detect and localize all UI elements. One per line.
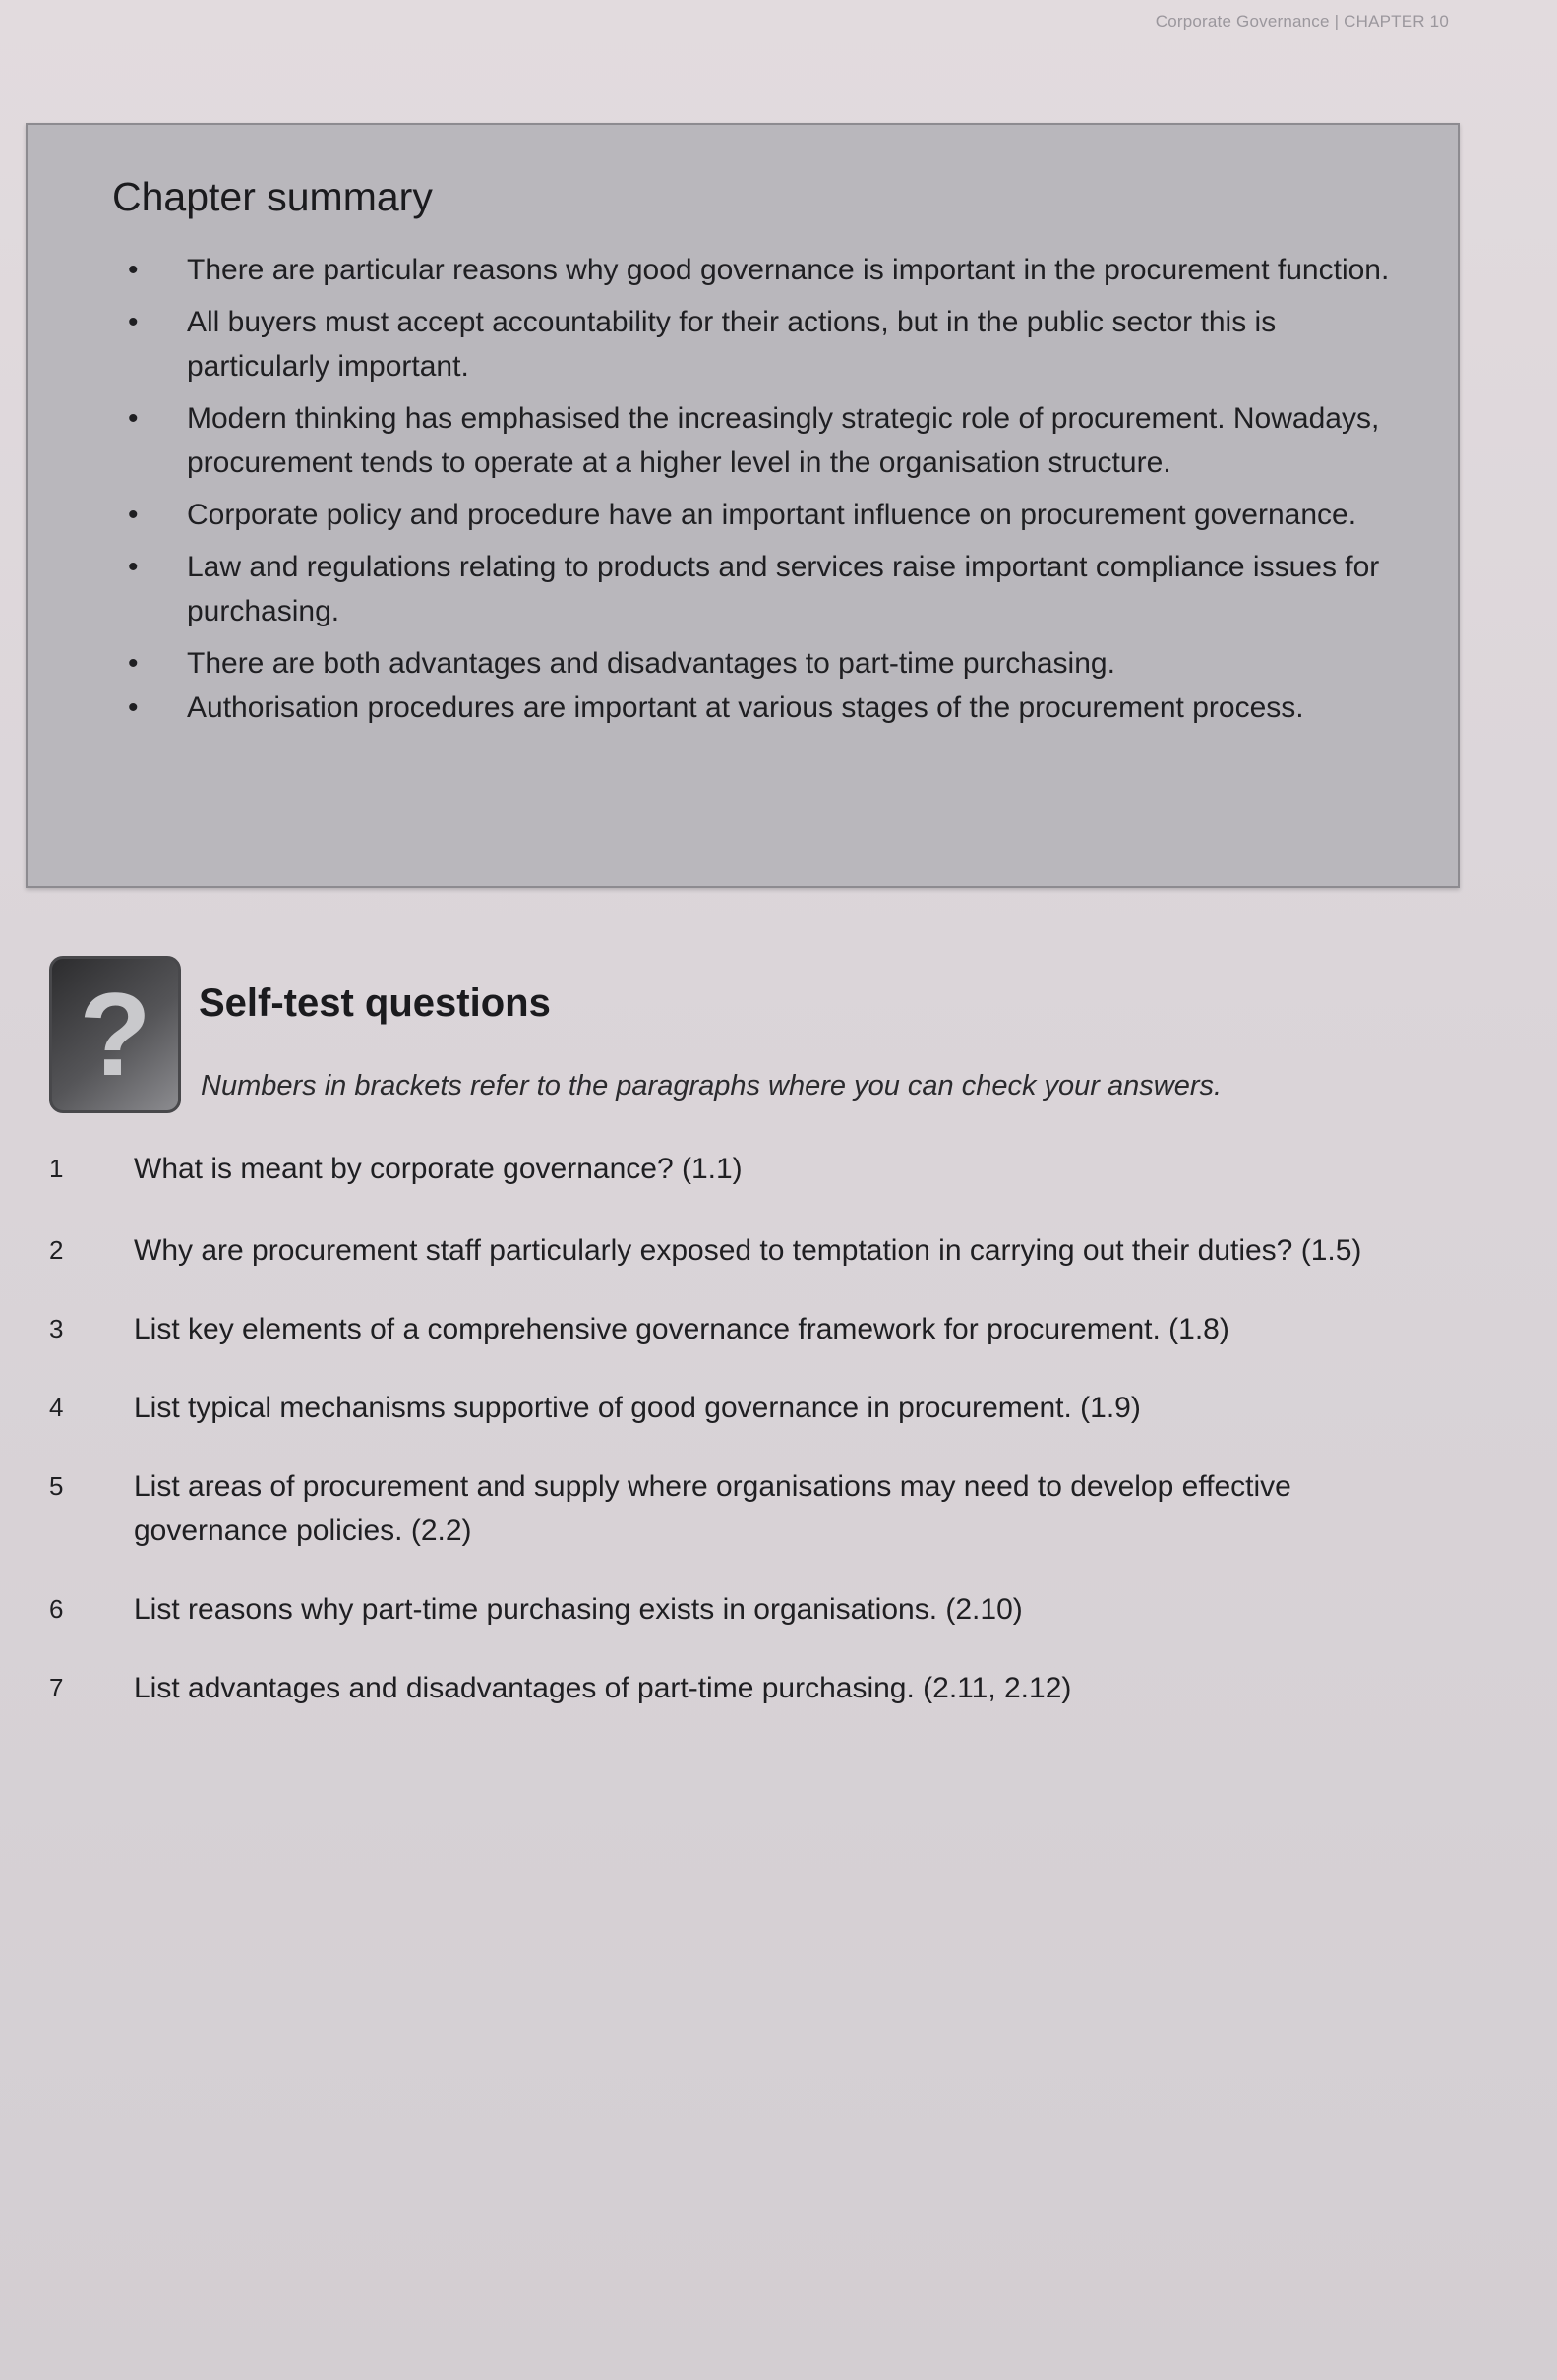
question-text: What is meant by corporate governance? (1.1) xyxy=(134,1153,743,1185)
summary-list xyxy=(112,248,1391,730)
question-number: 1 xyxy=(49,1154,64,1183)
bullet-icon: • xyxy=(128,306,139,338)
question-text: List key elements of a comprehensive governance framework for procurement. (1.8) xyxy=(134,1313,1229,1345)
question-item xyxy=(49,1386,1446,1430)
question-item xyxy=(49,1464,1432,1553)
question-item xyxy=(49,1307,1446,1351)
selftest-note: Numbers in brackets refer to the paragraphs where you can check your answers. xyxy=(201,1070,1223,1101)
summary-item-text: Modern thinking has emphasised the increasingly strategic role of procurement. Nowadays, procurement tends to operate at a higher level in the organisation structure. xyxy=(187,402,1380,479)
summary-item-text: There are both advantages and disadvantages to part-time purchasing. xyxy=(187,647,1115,680)
question-text: Why are procurement staff particularly exposed to temptation in carrying out their duties? (1.5) xyxy=(134,1234,1362,1267)
bullet-icon: • xyxy=(128,647,139,680)
question-number: 5 xyxy=(49,1471,64,1501)
summary-item-text: Authorisation procedures are important at various stages of the procurement process. xyxy=(187,691,1304,724)
chapter-summary-box xyxy=(26,123,1460,888)
question-number: 3 xyxy=(49,1314,64,1343)
summary-item-text: All buyers must accept accountability for their actions, but in the public sector this is particularly important. xyxy=(187,306,1277,383)
summary-item xyxy=(112,545,1391,633)
question-number: 4 xyxy=(49,1393,64,1422)
summary-item-text: Corporate policy and procedure have an important influence on procurement governance. xyxy=(187,499,1357,531)
question-list xyxy=(49,1147,1446,1710)
question-mark-icon xyxy=(49,956,181,1113)
bullet-icon: • xyxy=(128,691,139,724)
question-text: List reasons why part-time purchasing exists in organisations. (2.10) xyxy=(134,1593,1023,1626)
question-item xyxy=(49,1228,1446,1273)
summary-title: Chapter summary xyxy=(112,174,433,219)
summary-item xyxy=(112,300,1391,388)
bullet-icon: • xyxy=(128,499,139,531)
question-item xyxy=(49,1587,1446,1632)
question-text: List advantages and disadvantages of part-time purchasing. (2.11, 2.12) xyxy=(134,1672,1072,1704)
summary-item xyxy=(112,641,1391,685)
bullet-icon: • xyxy=(128,551,139,583)
question-item xyxy=(49,1666,1446,1710)
summary-item xyxy=(112,396,1391,485)
question-mark-glyph: ? xyxy=(79,969,151,1101)
summary-item-text: There are particular reasons why good governance is important in the procurement function. xyxy=(187,254,1390,286)
bullet-icon: • xyxy=(128,402,139,435)
summary-item xyxy=(112,493,1391,537)
selftest-title: Self-test questions xyxy=(199,982,551,1025)
summary-item-text: Law and regulations relating to products and services raise important compliance issues for purchasing. xyxy=(187,551,1380,627)
question-number: 6 xyxy=(49,1594,64,1624)
question-item xyxy=(49,1147,1446,1191)
question-number: 2 xyxy=(49,1235,64,1265)
question-text: List typical mechanisms supportive of good governance in procurement. (1.9) xyxy=(134,1392,1141,1424)
question-text: List areas of procurement and supply where organisations may need to develop effective governance policies. (2.2) xyxy=(134,1470,1291,1547)
bullet-icon: • xyxy=(128,254,139,286)
summary-item xyxy=(112,685,1391,730)
summary-item xyxy=(112,248,1391,292)
question-number: 7 xyxy=(49,1673,64,1702)
running-header: Corporate Governance | CHAPTER 10 xyxy=(1155,12,1449,30)
